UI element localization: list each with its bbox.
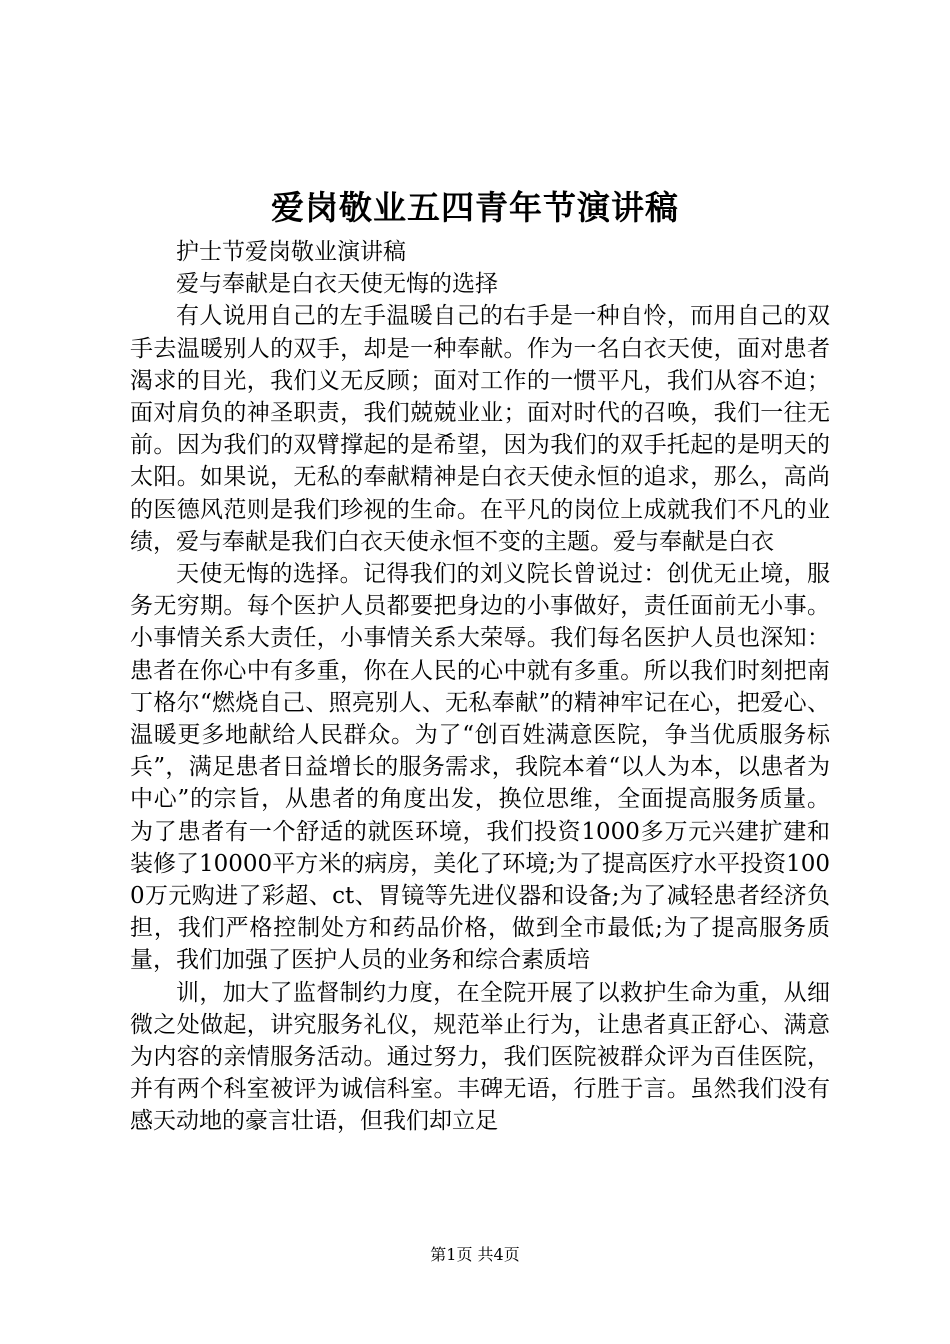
paragraph-heading: 爱与奉献是白衣天使无悔的选择 xyxy=(176,271,498,298)
paragraph: 有人说用自己的左手温暖自己的右手是一种自怜，而用自己的双手去温暖别人的双手，却是一种奉献。作为一名白衣天使，面对患者渴求的目光，我们义无反顾；面对工作的一惯平凡，我们从容不迫；面对肩负的神圣职责，我们兢兢业业；面对时代的召唤，我们一往无前。因为我们的双臂撑起的是希望，因为我们的双手托起的是明天的太阳。如果说，无私的奉献精神是白衣天使永恒的追求，那么，高尚的医德风范则是我们珍视的生命。在平凡的岗位上成就我们不凡的业绩，爱与奉献是我们白衣天使永恒不变的主题。爱与奉献是白衣 xyxy=(130,303,830,555)
paragraph: 训，加大了监督制约力度，在全院开展了以救护生命为重，从细微之处做起，讲究服务礼仪，规范举止行为，让患者真正舒心、满意为内容的亲情服务活动。通过努力，我们医院被群众评为百佳医院，并有两个科室被评为诚信科室。丰碑无语，行胜于言。虽然我们没有感天动地的豪言壮语，但我们却立足 xyxy=(130,979,830,1135)
page-number-footer: 第1页 共4页 xyxy=(430,1245,520,1264)
document-title: 爱岗敬业五四青年节演讲稿 xyxy=(271,188,679,227)
paragraph-subtitle: 护士节爱岗敬业演讲稿 xyxy=(176,239,406,265)
document-body xyxy=(130,236,830,1138)
paragraph: 天使无悔的选择。记得我们的刘义院长曾说过：创优无止境，服务无穷期。每个医护人员都要把身边的小事做好，责任面前无小事。小事情关系大责任，小事情关系大荣辱。我们每名医护人员也深知：患者在你心中有多重，你在人民的心中就有多重。所以我们时刻把南丁格尔“燃烧自己、照亮别人、无私奉献”的精神牢记在心，把爱心、温暖更多地献给人民群众。为了“创百姓满意医院，争当优质服务标兵”，满足患者日益增长的服务需求，我院本着“以人为本，以患者为中心”的宗旨，从患者的角度出发，换位思维，全面提高服务质量。为了患者有一个舒适的就医环境，我们投资1000多万元兴建扩建和装修了10000平方米的病房，美化了环境;为了提高医疗水平投资1000万元购进了彩超、ct、胃镜等先进仪器和设备;为了减轻患者经济负担，我们严格控制处方和药品价格，做到全市最低;为了提高服务质量，我们加强了医护人员的业务和综合素质培 xyxy=(130,561,830,974)
